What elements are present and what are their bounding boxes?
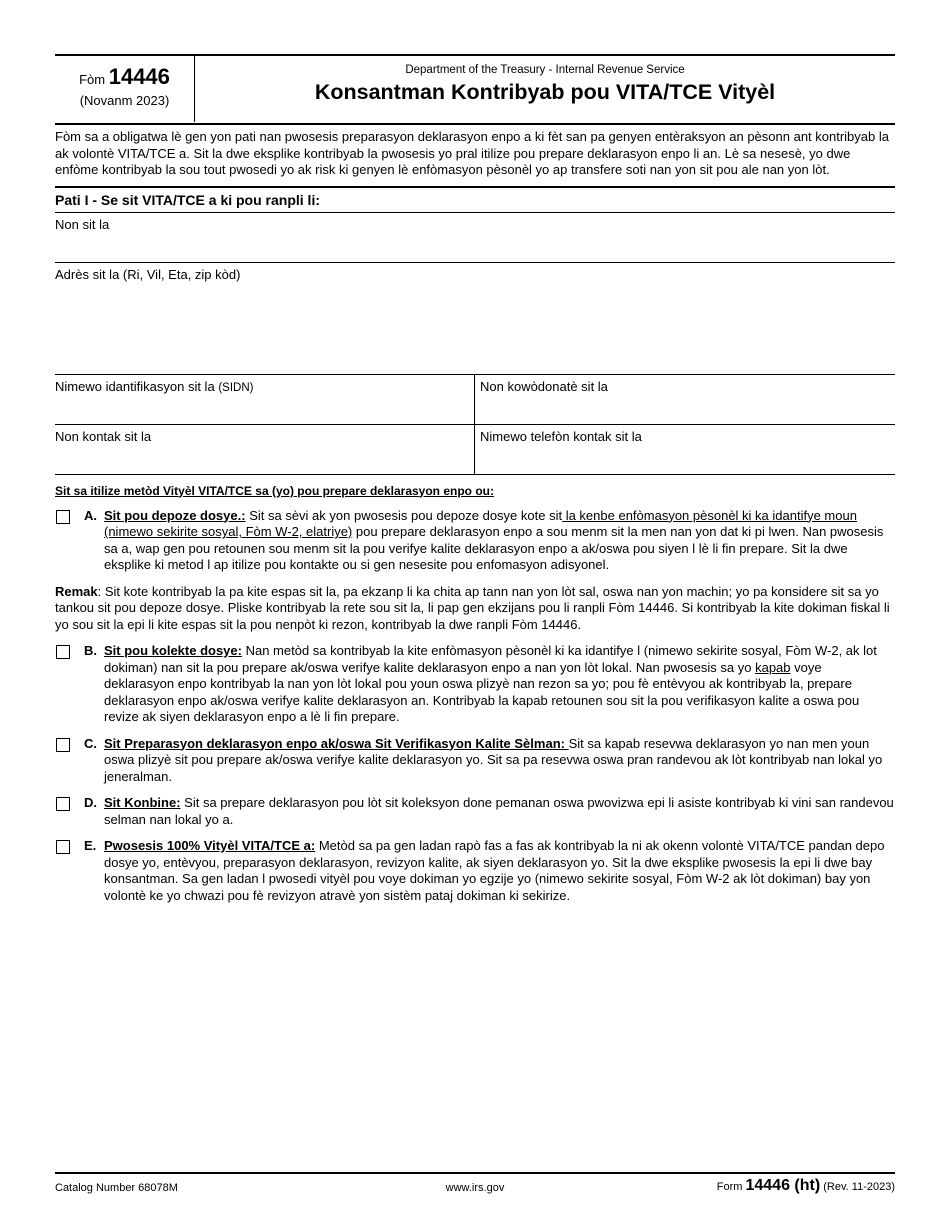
option-c-checkbox[interactable] bbox=[56, 738, 70, 752]
phone-field[interactable] bbox=[475, 425, 895, 474]
option-b bbox=[55, 643, 895, 726]
option-e bbox=[55, 838, 895, 904]
footer-form-number: 14446 (ht) bbox=[745, 1177, 821, 1194]
option-b-label: Sit pou kolekte dosye: bbox=[104, 643, 242, 658]
option-d-letter: D. bbox=[84, 795, 97, 810]
option-d bbox=[55, 795, 895, 828]
option-b-checkbox[interactable] bbox=[56, 645, 70, 659]
sidn-coordinator-row bbox=[55, 375, 895, 425]
methods-heading: Sit sa itilize metòd Vityèl VITA/TCE sa (yo) pou prepare deklarasyon enpo ou: bbox=[55, 483, 494, 498]
form-page bbox=[55, 55, 895, 904]
option-b-text2: voye deklarasyon enpo kontribyab la nan yon lòt lokal pou youn oswa plizyè nan rezon sa yo; pou fè entèvyou ak kontribyab la, prepare deklarasyon enpo ak/oswa verifye kalite deklarasyon an. Kontribyab la kapab retounen sou sit la pou verifikasyon kalite a oswa pou revize ak siyen deklarasyon enpo a lè li fin prepare. bbox=[104, 659, 860, 724]
form-date: (Novanm 2023) bbox=[79, 93, 170, 108]
sidn-abbrev: (SIDN) bbox=[218, 381, 254, 394]
site-name-label: Non sit la bbox=[55, 216, 110, 232]
option-e-checkbox[interactable] bbox=[56, 840, 70, 854]
site-name-field[interactable] bbox=[55, 213, 895, 262]
option-a-text1: Sit sa sèvi ak yon pwosesis pou depoze dosye kote sit bbox=[245, 507, 563, 523]
option-b-letter: B. bbox=[84, 643, 97, 658]
option-c-label: Sit Preparasyon deklarasyon enpo ak/oswa Sit Verifikasyon Kalite Sèlman: bbox=[104, 735, 569, 751]
option-a-checkbox[interactable] bbox=[56, 510, 70, 524]
form-number-value: 14446 bbox=[108, 64, 170, 89]
sidn-label: Nimewo idantifikasyon sit la bbox=[55, 378, 215, 394]
contact-field[interactable] bbox=[55, 425, 475, 474]
option-c-text: Sit sa kapab resevwa deklarasyon yo nan men youn oswa plizyè sit pou prepare ak/oswa verifye kalite deklarasyon yo. Sit sa pa resevwa oswa pran randevou ak lòt kontribyab nan lokal yo jeneralman. bbox=[104, 735, 883, 784]
option-c bbox=[55, 736, 895, 786]
option-d-text: Sit sa prepare deklarasyon pou lòt sit koleksyon done pemanan oswa pwovizwa epi li asiste kontribyab ki vini san randevou selman nan lokal yo a. bbox=[104, 795, 894, 827]
site-address-row bbox=[55, 263, 895, 375]
coordinator-field[interactable] bbox=[475, 375, 895, 424]
option-c-letter: C. bbox=[84, 735, 97, 751]
remark-paragraph bbox=[55, 584, 895, 634]
site-address-label: Adrès sit la (Ri, Vil, Eta, zip kòd) bbox=[55, 266, 241, 282]
footer-form-prefix: Form bbox=[716, 1181, 743, 1193]
intro-paragraph: Fòm sa a obligatwa lè gen yon pati nan pwosesis preparasyon deklarasyon enpo a ki fèt san pa genyen entèraksyon an pèsonn ant kontribyab la ak volontè VITA/TCE a. Sit la dwe eksplike kontribyab la pwosesis yo pral itilize pou prepare deklarasyon enpo li an. Lè sa nesesè, yo dwe enfòme kontribyab la sou tout pwosedi yo ak risk ki genyen lè enfòmasyon pèsonèl yo ap transfere soti nan yon sit pou ale nan yon lòt. bbox=[55, 129, 895, 188]
form-prefix: Fòm bbox=[79, 72, 106, 87]
form-number bbox=[55, 64, 194, 90]
part1-heading: Pati I - Se sit VITA/TCE a ki pou ranpli li: bbox=[55, 188, 895, 213]
coordinator-label: Non kowòdonatè sit la bbox=[480, 378, 608, 394]
remark-text: : Sit kote kontribyab la pa kite espas sit la, pa ekzanp li ka chita ap tann nan yon lòt sal, oswa nan yon machin; yo pa konsidere sit sa yo tankou sit pou depoze dosye. Pliske kontribyab la rete sou sit la, li pap gen ekzijans pou li ranpli Fòm 14446. Si kontribyab la kite dokiman fiskal li yo sou sit la epi li kite espas sit la pou nenpòt ki rezon, kontribyab la dwe ranpli Fòm 14446. bbox=[55, 583, 890, 632]
option-b-underlined: kapab bbox=[755, 659, 791, 675]
option-e-letter: E. bbox=[84, 838, 97, 853]
phone-label: Nimewo telefòn kontak sit la bbox=[480, 428, 642, 444]
remark-label: Remak bbox=[55, 583, 98, 599]
site-address-field[interactable] bbox=[55, 263, 895, 374]
option-a-letter: A. bbox=[84, 507, 97, 523]
website: www.irs.gov bbox=[445, 1182, 505, 1194]
form-number-box bbox=[55, 55, 195, 122]
contact-label: Non kontak sit la bbox=[55, 428, 152, 444]
form-footer bbox=[55, 1172, 895, 1200]
footer-revision: (Rev. 11-2023) bbox=[823, 1181, 895, 1193]
department-name: Department of the Treasury - Internal Revenue Service bbox=[405, 64, 685, 76]
option-a-label: Sit pou depoze dosye.: bbox=[104, 507, 246, 523]
contact-phone-row bbox=[55, 425, 895, 475]
option-e-text: Metòd sa pa gen ladan rapò fas a fas ak kontribyab la ni ak okenn volontè VITA/TCE pandan depo dosye yo, entèvyou, preparasyon deklarasyon, revizyon kalite, ak siyen deklarasyon yo. Sit la dwe eksplike pwosesis la epi li dwe bay konsantman. Sa gen ladan l pwosedi vityèl pou voye dokiman yo egzije yo (nimewo sekirite sosyal, Fòm W-2 ak lòt dokiman) bay yon volontè ke yo chwazi pou fè revizyon atravè yon sistèm pataj dokiman ki sekirize. bbox=[104, 838, 885, 903]
option-d-label: Sit Konbine: bbox=[104, 795, 181, 810]
footer-form-id bbox=[717, 1177, 895, 1195]
option-a-text2: pou prepare deklarasyon enpo a sou menm sit la men nan yon dat ki pi lwen. Nan pwosesis sa a, wap gen pou retounen sou menm sit la pou verifye kalite deklarasyon enpo a ak/oswa pou siyen l lè li fin prepare. Sit la dwe eksplike ki metod l ap itilize pou kontakte ou si gen nesesite pou enfomasyon adisyonel. bbox=[104, 524, 884, 572]
option-e-label: Pwosesis 100% Vityèl VITA/TCE a: bbox=[104, 838, 316, 853]
option-a-underlined: la kenbe enfòmasyon pèsonèl ki ka idantifye moun (nimewo sekirite sosyal, Fòm W-2, elatriye) bbox=[104, 507, 857, 539]
sidn-field[interactable] bbox=[55, 375, 475, 424]
catalog-number: Catalog Number 68078M bbox=[55, 1182, 178, 1194]
option-d-checkbox[interactable] bbox=[56, 797, 70, 811]
form-title: Konsantman Kontribyab pou VITA/TCE Vityèl bbox=[314, 80, 776, 104]
site-name-row bbox=[55, 213, 895, 263]
header-center bbox=[195, 55, 895, 105]
option-a bbox=[55, 508, 895, 574]
option-b-text1: Nan metòd sa kontribyab la kite enfòmasyon pèsonèl ki ka idantifye l (nimewo sekirite sosyal, Fòm W-2, ak lot dokiman) nan sit la pou prepare ak/oswa verifye kalite deklarasyon enpo a nan yon lòt lokal. Nan pwosesis sa yo bbox=[104, 643, 877, 675]
form-header bbox=[55, 55, 895, 125]
